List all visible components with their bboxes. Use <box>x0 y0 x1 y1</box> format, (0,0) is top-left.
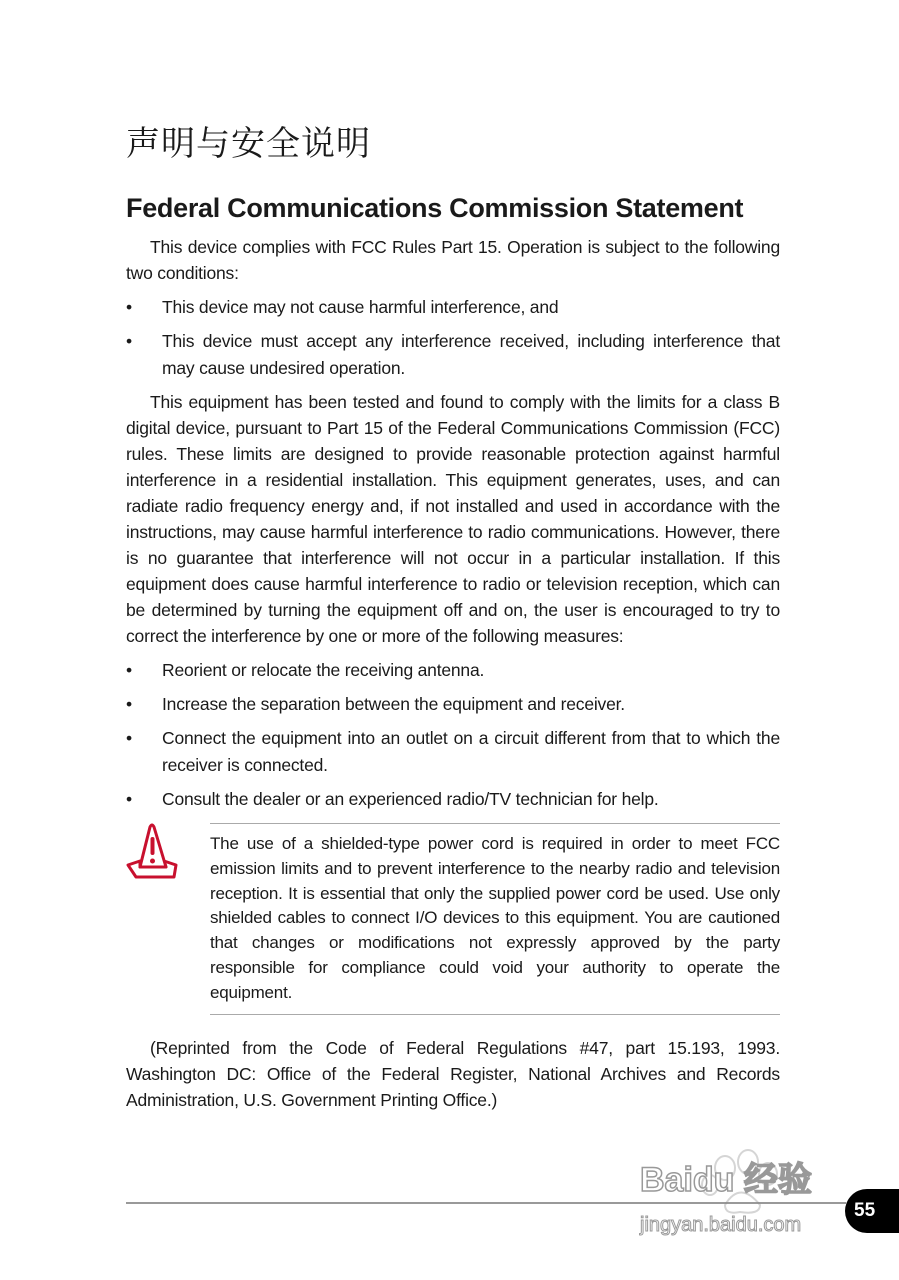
page-content <box>126 122 780 1121</box>
watermark-url: jingyan.baidu.com <box>640 1214 802 1236</box>
list-item <box>126 328 780 382</box>
bullet-icon: • <box>126 331 132 351</box>
list-item <box>126 657 780 684</box>
reprint-paragraph <box>126 1035 780 1113</box>
bullet-icon: • <box>126 728 132 748</box>
list-item <box>126 294 780 321</box>
bullet-icon: • <box>126 297 132 317</box>
page-title-chinese: 声明与安全说明 <box>126 124 371 164</box>
body-text: This equipment has been tested and found to comply with the limits for a class B digital device, pursuant to Part 15 of the Federal Communications Commission (FCC) rules. These limits are designed to provide reasonable protection against harmful interference in a residential installation. This equipment generates, uses, and can radiate radio frequency energy and, if not installed and used in accordance with the instructions, may cause harmful interference to radio communications. However, there is no guarantee that interference will not occur in a particular installation. If this equipment does cause harmful interference to radio or television reception, which can be determined by turning the equipment off and on, the user is encouraged to try to correct the interference by one or more of the following measures: <box>126 392 780 646</box>
body-paragraph <box>126 389 780 649</box>
measure-text: Increase the separation between the equipment and receiver. <box>162 694 625 714</box>
list-item <box>126 786 780 813</box>
condition-text: This device may not cause harmful interference, and <box>162 297 559 317</box>
measure-text: Consult the dealer or an experienced radio/TV technician for help. <box>162 789 659 809</box>
bullet-icon: • <box>126 694 132 714</box>
measure-text: Reorient or relocate the receiving antenna. <box>162 660 485 680</box>
warning-icon <box>124 821 180 883</box>
list-item <box>126 725 780 779</box>
reprint-text: (Reprinted from the Code of Federal Regulations #47, part 15.193, 1993. Washington DC: Office of the Federal Register, National Archives and Records Administration, U.S. Government Printing Office.) <box>126 1037 780 1110</box>
watermark-logo: Baidu 经验 <box>640 1161 812 1199</box>
intro-text: This device complies with FCC Rules Part 15. Operation is subject to the following two conditions: <box>126 237 780 283</box>
intro-paragraph <box>126 234 780 286</box>
condition-text: This device must accept any interference received, including interference that may cause undesired operation. <box>162 331 780 378</box>
bullet-icon: • <box>126 789 132 809</box>
warning-text: The use of a shielded-type power cord is required in order to meet FCC emission limits and to prevent interference to the nearby radio and television reception. It is essential that only the supplied power cord be used. Use only shielded cables to connect I/O devices to this equipment. You are cautioned that changes or modifications not expressly approved by the party responsible for compliance could void your authority to operate the equipment. <box>210 834 780 1002</box>
list-item <box>126 691 780 718</box>
measure-text: Connect the equipment into an outlet on a circuit different from that to which the receiver is connected. <box>162 728 780 775</box>
page-number: 55 <box>845 1189 899 1233</box>
bullet-icon: • <box>126 660 132 680</box>
warning-note <box>210 823 780 1015</box>
section-heading: Federal Communications Commission Statement <box>126 193 744 223</box>
